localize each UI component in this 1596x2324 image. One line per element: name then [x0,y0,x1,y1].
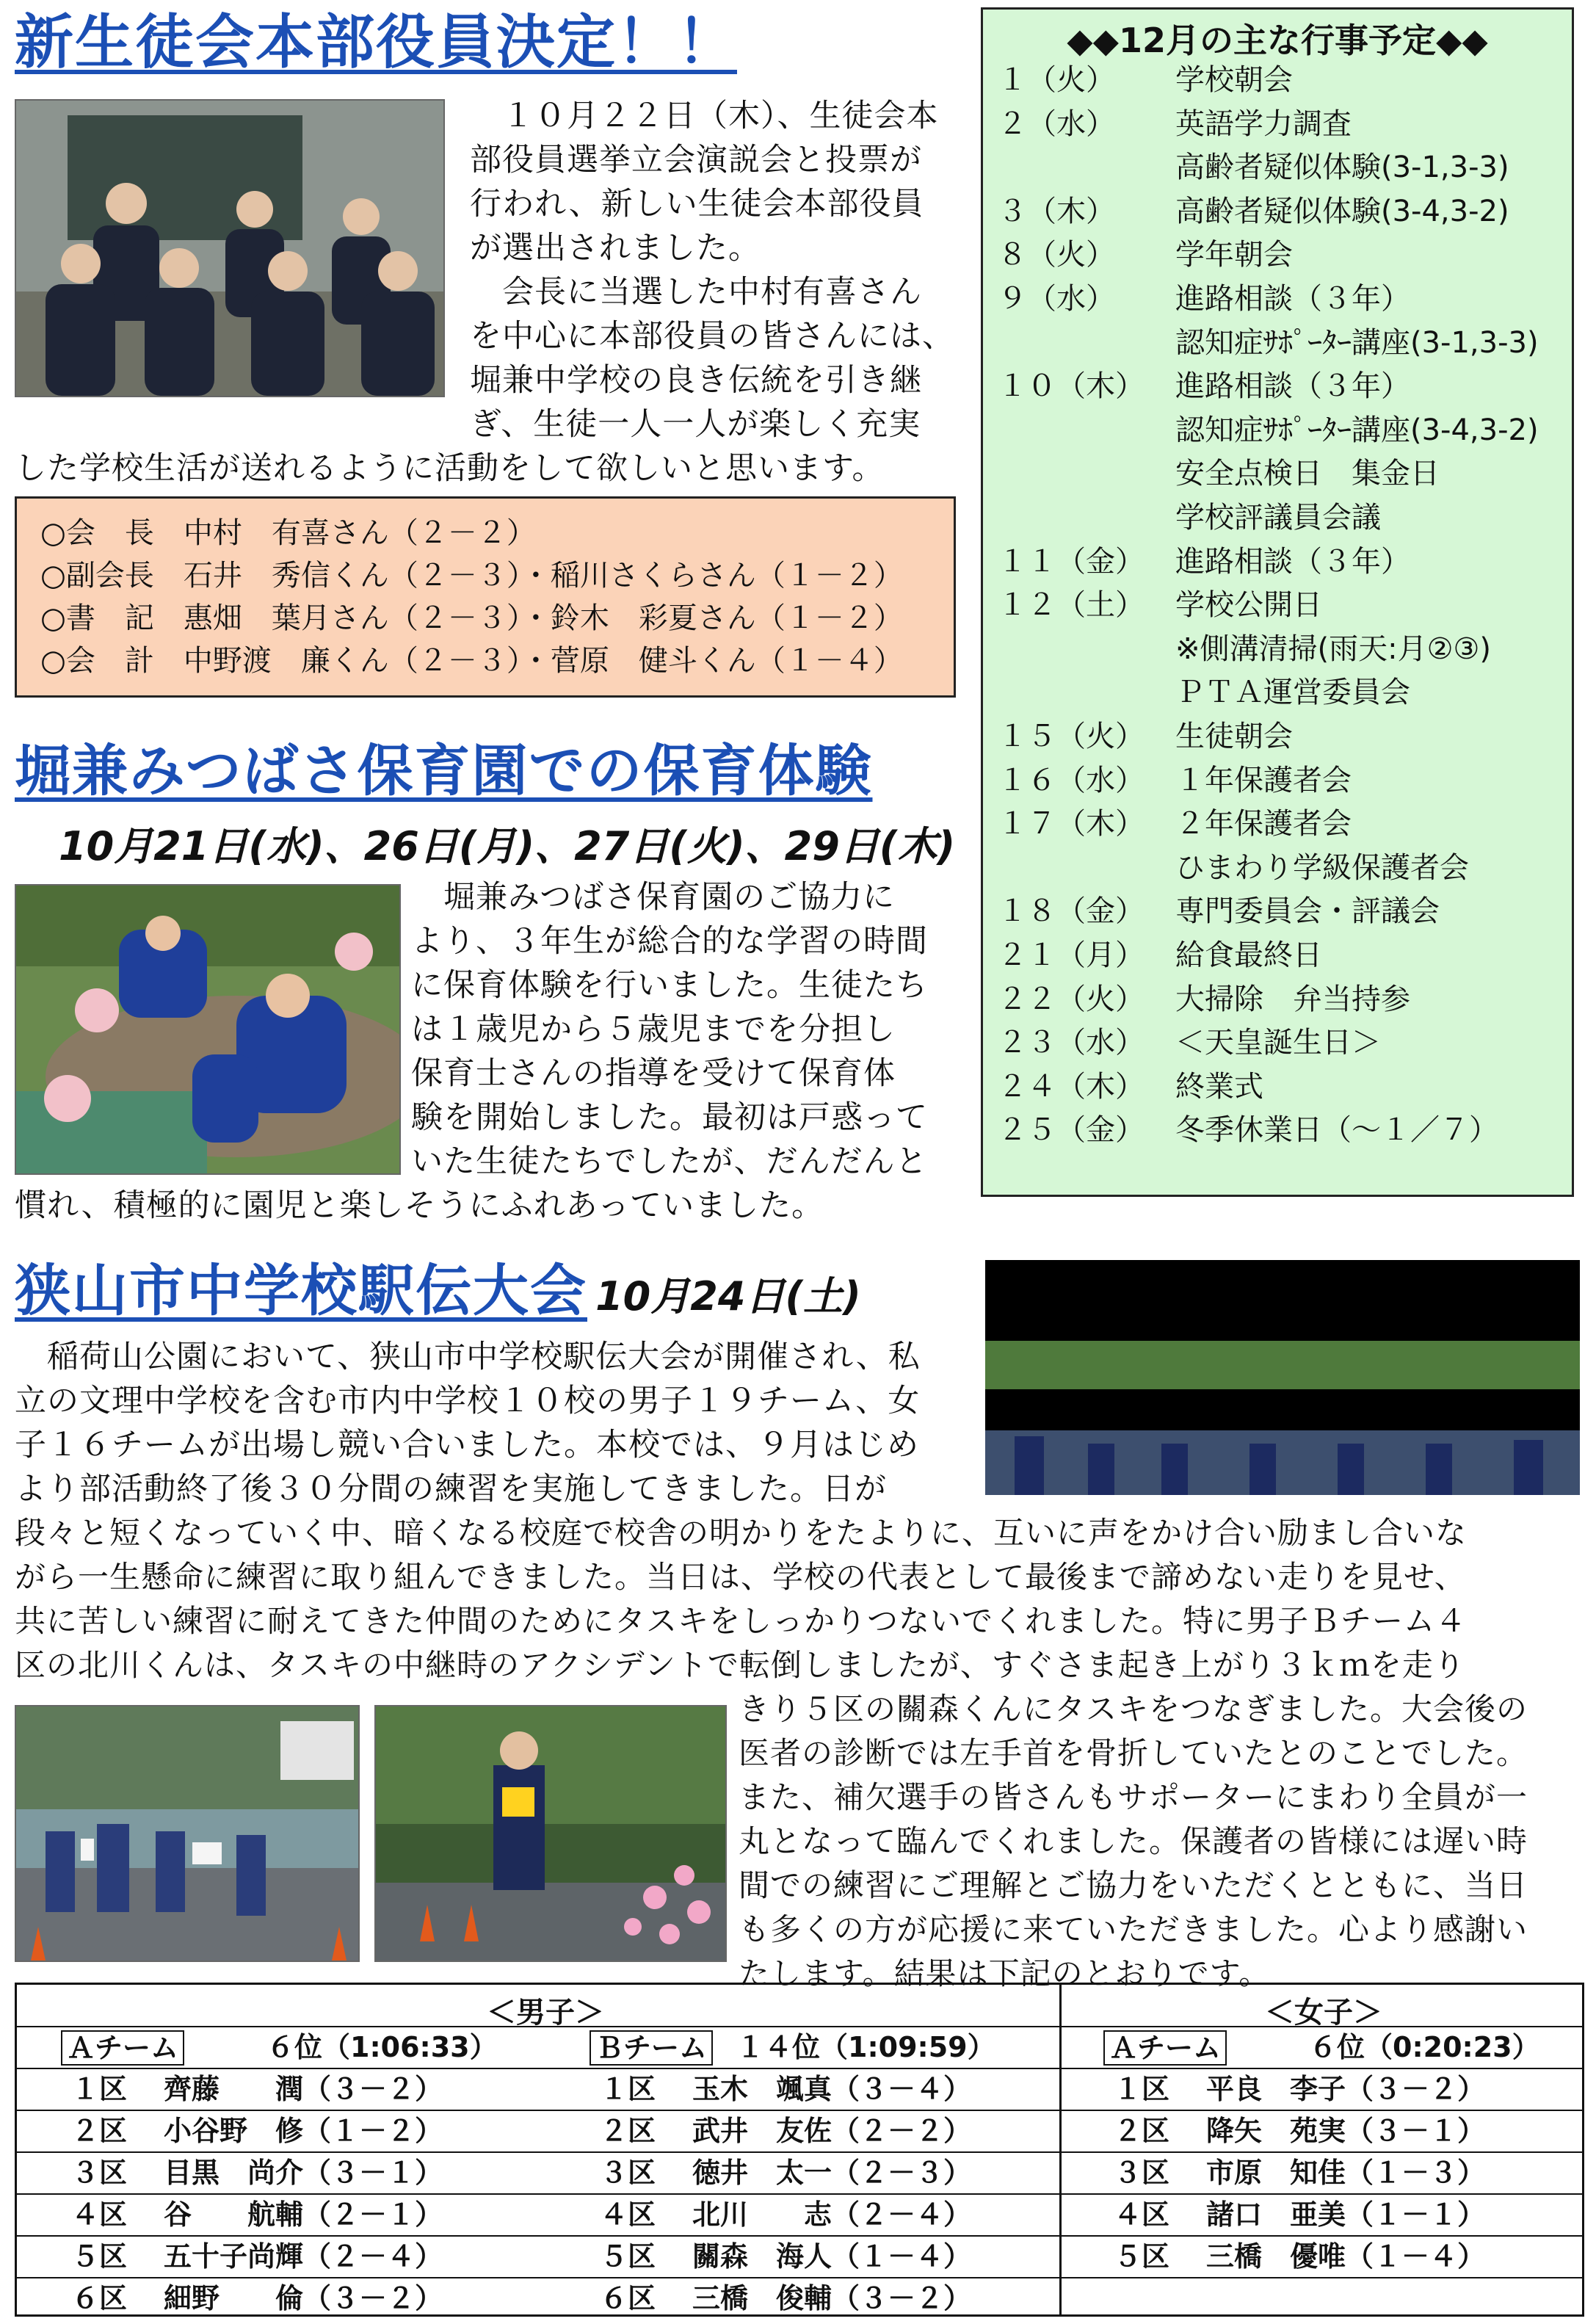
election-line: 行われ、新しい生徒会本部役員 [470,186,924,222]
election-line: 堀兼中学校の良き伝統を引き継 [470,362,922,399]
ekiden-heading [15,1256,861,1326]
leg-number: ５区 [1114,2240,1170,2273]
leg-row [1059,2235,1582,2276]
team-name: Ａチーム [61,2030,184,2066]
team-rank: ６位（0:20:23） [1309,2031,1540,2063]
ekiden-line: 子１６チームが出場し競い合いました。本校では、９月はじめ [15,1427,919,1463]
leg-number: ４区 [71,2198,128,2231]
ekiden-line: 区の北川くんは、タスキの中継時のアクシデントで転倒しましたが、すぐさま起き上がり３ｋｍを走り [15,1647,1465,1683]
nursery-line: 験を開始しました。最初は戸惑って [411,1099,928,1136]
schedule-event: 終業式 [1175,1069,1263,1104]
ekiden-line: 医者の診断では左手首を骨折していたとのことでした。 [739,1735,1528,1771]
schedule-day: １７（木） [998,807,1145,841]
nursery-line: に保育体験を行いました。生徒たち [411,967,928,1004]
leg-row [17,2068,575,2109]
team-header-row [575,2026,1059,2067]
runner-name: 玉木 颯真（３－４） [692,2073,972,2105]
leg-row [1059,2193,1582,2234]
ekiden-line: 間での練習にご理解とご協力をいただくとともに、当日 [739,1867,1528,1903]
leg-number: ４区 [1114,2198,1170,2231]
leg-row [17,2151,575,2193]
schedule-day: １６（水） [998,763,1145,797]
girls-section [1059,1985,1582,2314]
runner-name: 關森 海人（１－４） [692,2240,972,2273]
schedule-event: 高齢者疑似体験(3-1,3-3) [1175,151,1509,185]
schedule-day: １（火） [998,63,1115,97]
nursery-line: いた生徒たちでしたが、だんだんと [411,1143,928,1180]
boys-section [17,1985,1062,2314]
runner-name: 三橋 優唯（１－４） [1206,2240,1486,2273]
leg-number: ４区 [600,2198,656,2231]
team-name: Ｂチーム [590,2030,713,2066]
team-header-row [17,2026,575,2067]
team-name: Ａチーム [1103,2030,1227,2066]
leg-number: １区 [71,2073,128,2105]
ekiden-top-block [15,1335,969,1511]
nursery-line: より、３年生が総合的な学習の時間 [411,923,928,960]
leg-row [575,2110,1059,2151]
ekiden-team-photo [985,1260,1580,1495]
nursery-line: 堀兼みつばさ保育園のご協力に [411,879,896,916]
election-line: 部役員選挙立会演説会と投票が [470,142,922,178]
ekiden-line: より部活動終了後３０分間の練習を実施してきました。日が [15,1471,887,1507]
schedule-day: １８（金） [998,894,1145,929]
leg-row [575,2235,1059,2276]
runner-name: 徳井 太一（２－３） [692,2157,972,2189]
results-table [15,1983,1584,2317]
election-line: が選出されました。 [470,230,761,267]
ekiden-date: 10月24日(土) [595,1273,861,1320]
schedule-day: ２２（火） [998,982,1145,1016]
leg-row [17,2193,575,2234]
nursery-headline: 堀兼みつばさ保育園での保育体験 [15,738,873,803]
schedule-event: 学校朝会 [1175,63,1293,97]
election-text-block [470,94,954,446]
runner-name: 市原 知佳（１－３） [1206,2157,1486,2189]
schedule-event: １年保護者会 [1175,763,1352,797]
nursery-line: 保育士さんの指導を受けて保育体 [411,1055,896,1092]
schedule-day: ２３（水） [998,1026,1145,1060]
leg-number: ３区 [1114,2157,1170,2189]
schedule-day: １１（金） [998,544,1145,579]
schedule-day: ２１（月） [998,938,1145,972]
nursery-dates: 10月21日(水)、26日(月)、27日(火)、29日(木) [59,823,956,869]
runner-name: 降矢 苑実（３－１） [1206,2115,1486,2147]
ekiden-line: 稲荷山公園において、狭山市中学校駅伝大会が開催され、私 [15,1339,921,1375]
schedule-event: 高齢者疑似体験(3-4,3-2) [1175,194,1509,228]
runner-name: 目黒 尚介（３－１） [164,2157,443,2189]
election-headline: 新生徒会本部役員決定！！ [15,8,737,76]
schedule-day: ９（水） [998,282,1115,316]
nursery-line: は１歳児から５歳児までを分担し [411,1011,896,1048]
boys-header: ＜男子＞ [487,1996,604,2030]
schedule-event: ２年保護者会 [1175,807,1352,841]
leg-row [17,2235,575,2276]
leg-row [575,2277,1059,2318]
schedule-event: ＜天皇誕生日＞ [1175,1026,1381,1060]
ekiden-line: 立の文理中学校を含む市内中学校１０校の男子１９チーム、女 [15,1383,921,1419]
schedule-day: ２４（木） [998,1069,1145,1104]
schedule-event: 安全点検日 集金日 [1175,457,1440,491]
leg-number: １区 [600,2073,656,2105]
officer-vice-president: ○副会長 石井 秀信くん（２－３）・稲川さくらさん（１－２） [40,559,903,593]
schedule-day: ３（木） [998,194,1115,228]
ekiden-race-photo-2 [374,1705,727,1962]
leg-row [1059,2277,1582,2318]
leg-number: ２区 [1114,2115,1170,2147]
leg-number: １区 [1114,2073,1170,2105]
election-line: を中心に本部役員の皆さんには、 [470,318,954,355]
leg-number: ３区 [71,2157,128,2189]
schedule-event: 進路相談（３年） [1175,369,1410,404]
leg-row [575,2068,1059,2109]
runner-name: 小谷野 修（１－２） [164,2115,443,2147]
nursery-text-block [411,875,958,1184]
leg-row [1059,2068,1582,2109]
schedule-day: １０（木） [998,369,1145,404]
student-council-photo [15,99,445,397]
team-header-row [1059,2026,1582,2067]
officer-president: ○会 長 中村 有喜さん（２－２） [40,516,536,550]
leg-number: ５区 [600,2240,656,2273]
ekiden-line: がら一生懸命に練習に取り組んできました。当日は、学校の代表として最後まで諦めない走りを見せ、 [15,1559,1466,1595]
nursery-photo [15,884,401,1175]
leg-number: ３区 [600,2157,656,2189]
ekiden-line: 共に苦しい練習に耐えてきた仲間のためにタスキをしっかりつないでくれました。特に男子Ｂチーム４ [15,1603,1468,1639]
schedule-title: ◆◆12月の主な行事予定◆◆ [1067,21,1488,60]
schedule-day: ８（火） [998,238,1115,272]
runner-name: 諸口 亜美（１－１） [1206,2198,1486,2231]
boys-team-a [17,2026,575,2319]
girls-team-a [1059,2026,1582,2319]
schedule-event: 認知症ｻﾎﾟｰﾀｰ講座(3-4,3-2) [1175,413,1539,447]
december-schedule-box [981,7,1574,1197]
leg-number: ６区 [71,2282,128,2314]
runner-name: 北川 志（２－４） [692,2198,972,2231]
ekiden-line: も多くの方が応援に来ていただきました。心より感謝い [739,1911,1528,1947]
leg-number: ２区 [71,2115,128,2147]
boys-team-b [575,2026,1059,2319]
runner-name: 細野 倫（３－２） [164,2282,443,2314]
leg-number: ６区 [600,2282,656,2314]
ekiden-line: また、補欠選手の皆さんもサポーターにまわり全員が一 [739,1779,1528,1815]
election-line: ぎ、生徒一人一人が楽しく充実 [470,406,921,443]
schedule-event: ひまわり学級保護者会 [1175,850,1469,885]
schedule-day: ２（水） [998,106,1115,141]
officers-box [15,496,956,698]
runner-name: 三橋 俊輔（３－２） [692,2282,972,2314]
girls-header: ＜女子＞ [1265,1996,1382,2030]
schedule-event: 専門委員会・評議会 [1175,894,1440,929]
team-rank: １４位（1:09:59） [736,2031,995,2063]
leg-number: ５区 [71,2240,128,2273]
schedule-event: ＰＴＡ運営委員会 [1175,676,1410,710]
leg-row [17,2277,575,2318]
runner-name: 齊藤 潤（３－２） [164,2073,443,2105]
ekiden-headline: 狭山市中学校駅伝大会 [15,1258,587,1323]
schedule-event: 英語学力調査 [1175,106,1352,141]
schedule-event: 進路相談（３年） [1175,282,1410,316]
leg-row [575,2151,1059,2193]
team-rank: ６位（1:06:33） [266,2031,498,2063]
leg-number: ２区 [600,2115,656,2147]
ekiden-line: きり５区の關森くんにタスキをつなぎました。大会後の [739,1691,1528,1727]
ekiden-line: 段々と短くなっていく中、暗くなる校庭で校舎の明かりをたよりに、互いに声をかけ合い励まし合いな [15,1515,1468,1551]
ekiden-race-photo-1 [15,1705,360,1962]
schedule-event: 冬季休業日（～１／７） [1175,1113,1498,1148]
officer-treasurer: ○会 計 中野渡 廉くん（２－３）・菅原 健斗くん（１－４） [40,644,903,678]
runner-name: 平良 李子（３－２） [1206,2073,1486,2105]
election-line: 会長に当選した中村有喜さん [470,274,922,311]
ekiden-line: 丸となって臨んでくれました。保護者の皆様には遅い時 [739,1823,1528,1859]
officer-secretary: ○書 記 惠畑 葉月さん（２－３）・鈴木 彩夏さん（１－２） [40,601,903,635]
schedule-event: 学年朝会 [1175,238,1293,272]
ekiden-line: たします。結果は下記のとおりです。 [739,1955,1271,1991]
schedule-event: 給食最終日 [1175,938,1322,972]
schedule-event: 進路相談（３年） [1175,544,1410,579]
ekiden-full-block [15,1511,1586,1687]
schedule-event: 認知症ｻﾎﾟｰﾀｰ講座(3-1,3-3) [1175,325,1539,360]
schedule-event: 学校評議員会議 [1175,501,1381,535]
runner-name: 谷 航輔（２－１） [164,2198,443,2231]
schedule-day: ２５（金） [998,1113,1145,1148]
schedule-event: ※側溝清掃(雨天:月②③) [1175,631,1491,666]
ekiden-side-block [739,1687,1583,1996]
leg-row [17,2110,575,2151]
schedule-day: １５（火） [998,720,1145,753]
schedule-day: １２（土） [998,588,1145,623]
runner-name: 武井 友佐（２－２） [692,2115,972,2147]
election-last-line: した学校生活が送れるように活動をして欲しいと思います。 [15,450,885,487]
runner-name: 五十子尚輝（２－４） [164,2240,443,2273]
nursery-last-line: 慣れ、積極的に園児と楽しそうにふれあっていました。 [15,1187,824,1224]
leg-row [1059,2110,1582,2151]
leg-row [1059,2151,1582,2193]
schedule-event: 学校公開日 [1175,588,1322,623]
schedule-event: 大掃除 弁当持参 [1175,982,1410,1016]
schedule-event: 生徒朝会 [1175,720,1293,753]
leg-row [575,2193,1059,2234]
election-line: １０月２２日（木）、生徒会本 [470,98,939,134]
